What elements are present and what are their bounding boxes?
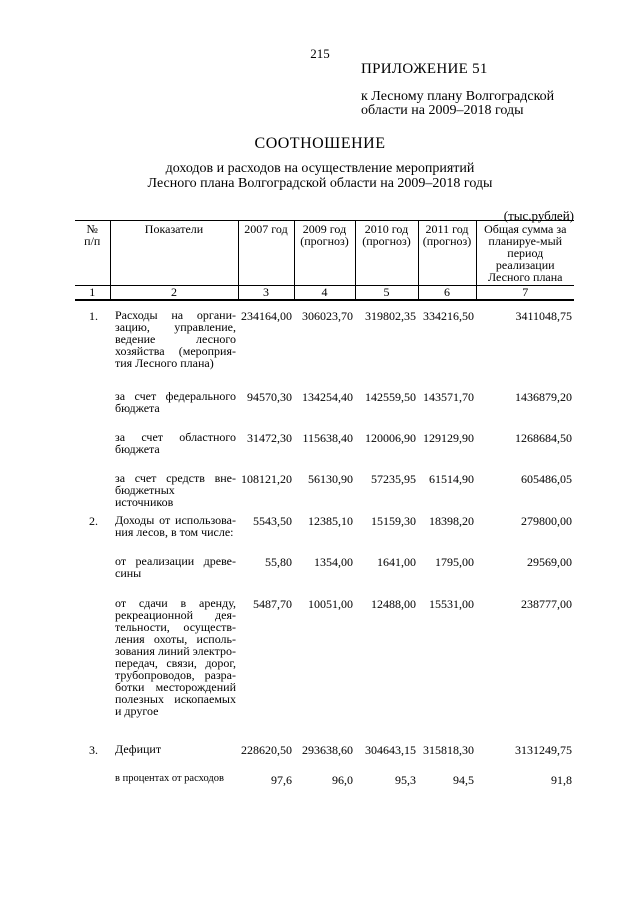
row-label: от сдачи в аренду, рекреационной дея-тельности, осуществ-ления охоты, исполь-зования линий электро-передач, связи, дорог, трубопроводов, разра-ботки месторождений полезных ископаемых и другое [115, 596, 236, 718]
row-label: в процентах от расходов [115, 773, 224, 784]
table-row [75, 514, 574, 555]
row-number [75, 472, 110, 514]
row-label: за счет федерального бюджета [115, 389, 236, 415]
value-total: 279800,00 [521, 514, 572, 528]
row-number [75, 773, 110, 793]
value-total: 1268684,50 [515, 431, 572, 445]
row-number [75, 431, 110, 472]
value-2010: 319802,35 [365, 309, 416, 323]
table-row [75, 300, 574, 390]
value-2007: 31472,30 [247, 431, 292, 445]
column-numbers-row [75, 286, 574, 301]
row-label: от реализации древе-сины [115, 554, 236, 580]
column-number: 4 [294, 286, 355, 301]
value-2010: 120006,90 [365, 431, 416, 445]
value-2009: 10051,00 [308, 597, 353, 611]
value-2010: 57235,95 [371, 472, 416, 486]
value-2011: 15531,00 [429, 597, 474, 611]
column-number: 1 [75, 286, 110, 301]
value-2009: 293638,60 [302, 743, 353, 757]
column-number: 7 [476, 286, 574, 301]
value-2010: 142559,50 [365, 390, 416, 404]
value-2007: 108121,20 [241, 472, 292, 486]
value-2009: 306023,70 [302, 309, 353, 323]
row-label: Расходы на органи-зацию, управление, ведение лесного хозяйства (мероприя-тия Лесного плана) [115, 308, 236, 370]
row-number [75, 555, 110, 597]
header-indicators: Показатели [110, 221, 238, 286]
document-subtitle-line2: Лесного плана Волгоградской области на 2009–2018 годы [147, 176, 493, 191]
appendix-subtitle-line1: к Лесному плану Волгоградской [361, 89, 555, 104]
value-2011: 334216,50 [423, 309, 474, 323]
column-number: 5 [355, 286, 418, 301]
appendix-title: ПРИЛОЖЕНИЕ 51 [361, 61, 488, 77]
table-header-row [75, 221, 574, 286]
value-total: 29569,00 [527, 555, 572, 569]
value-2009: 12385,10 [308, 514, 353, 528]
value-total: 238777,00 [521, 597, 572, 611]
value-2007: 234164,00 [241, 309, 292, 323]
value-2011: 1795,00 [435, 555, 474, 569]
document-title: СООТНОШЕНИЕ [254, 135, 386, 152]
value-2007: 5543,50 [253, 514, 292, 528]
row-label: Дефицит [115, 742, 162, 756]
header-total: Общая сумма за планируе-мый период реализации Лесного плана [476, 221, 574, 286]
page-number: 215 [310, 46, 330, 61]
document-subtitle-line1: доходов и расходов на осуществление мероприятий [165, 161, 475, 176]
document-subtitle [0, 161, 640, 191]
value-2007: 228620,50 [241, 743, 292, 757]
value-2010: 12488,00 [371, 597, 416, 611]
value-2010: 1641,00 [377, 555, 416, 569]
table-row [75, 472, 574, 514]
table-row [75, 390, 574, 431]
column-number: 2 [110, 286, 238, 301]
unit-note: (тыс.рублей) [503, 208, 574, 223]
value-2011: 61514,90 [429, 472, 474, 486]
row-label: за счет областного бюджета [115, 430, 236, 456]
table-row [75, 431, 574, 472]
value-2011: 18398,20 [429, 514, 474, 528]
value-2009: 134254,40 [302, 390, 353, 404]
value-2011: 143571,70 [423, 390, 474, 404]
row-label: за счет средств вне-бюджетных источников [115, 471, 236, 509]
value-total: 91,8 [551, 773, 572, 787]
appendix-subtitle [361, 90, 554, 118]
table-row [75, 743, 574, 773]
header-2007: 2007 год [238, 221, 294, 286]
table-row [75, 597, 574, 743]
value-total: 605486,05 [521, 472, 572, 486]
value-2007: 55,80 [265, 555, 292, 569]
header-number: № п/п [75, 221, 110, 286]
value-2010: 15159,30 [371, 514, 416, 528]
value-2010: 95,3 [395, 773, 416, 787]
row-number: 1. [89, 309, 98, 323]
value-total: 1436879,20 [515, 390, 572, 404]
header-2010: 2010 год (прогноз) [355, 221, 418, 286]
value-2011: 129129,90 [423, 431, 474, 445]
row-label: Доходы от использова-ния лесов, в том числе: [115, 513, 236, 539]
value-2007: 94570,30 [247, 390, 292, 404]
value-2011: 94,5 [453, 773, 474, 787]
header-2011: 2011 год (прогноз) [418, 221, 476, 286]
value-2011: 315818,30 [423, 743, 474, 757]
column-number: 3 [238, 286, 294, 301]
value-2007: 97,6 [271, 773, 292, 787]
table-row [75, 773, 574, 793]
value-2010: 304643,15 [365, 743, 416, 757]
value-total: 3411048,75 [515, 309, 572, 323]
row-number [75, 390, 110, 431]
value-2009: 115638,40 [302, 431, 353, 445]
table-row [75, 555, 574, 597]
column-number: 6 [418, 286, 476, 301]
value-2009: 56130,90 [308, 472, 353, 486]
header-2009: 2009 год (прогноз) [294, 221, 355, 286]
value-2007: 5487,70 [253, 597, 292, 611]
budget-table [75, 220, 574, 793]
value-2009: 1354,00 [314, 555, 353, 569]
appendix-subtitle-line2: области на 2009–2018 годы [361, 103, 524, 118]
row-number: 3. [89, 743, 98, 757]
value-2009: 96,0 [332, 773, 353, 787]
value-total: 3131249,75 [515, 743, 572, 757]
row-number: 2. [89, 514, 98, 528]
row-number [75, 597, 110, 743]
